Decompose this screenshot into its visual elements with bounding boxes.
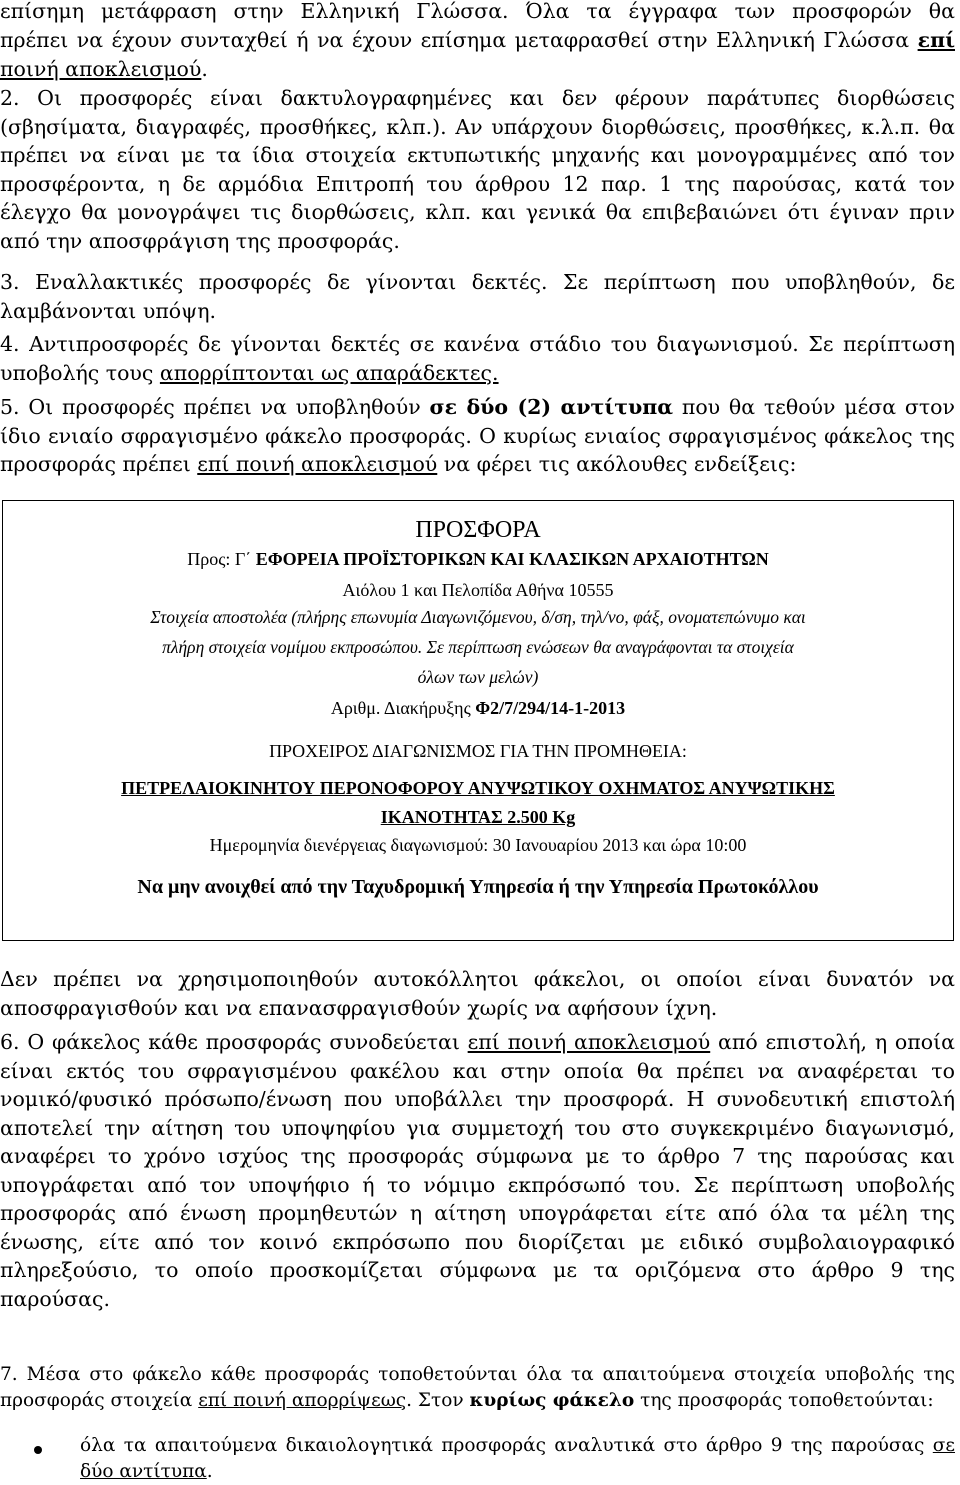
emphasis-underline: επί — [917, 28, 955, 52]
text-span: . — [206, 1461, 213, 1482]
no-sticker-envelopes-paragraph: Δεν πρέπει να χρησιμοποιηθούν αυτοκόλλητοι φάκελοι, οι οποίοι είναι δυνατόν να αποσφραγισθούν και να επανασφραγισθούν χωρίς να αφήσουν ίχνη. — [0, 967, 955, 1020]
item-2-paragraph: 2. Οι προσφορές είναι δακτυλογραφημένες και δεν φέρουν παράτυπες διορθώσεις (σβησίματα, διαγραφές, προσθήκες, κλπ.). Αν υπάρχουν διορθώσεις, προσθήκες, κ.λ.π. θα πρέπει να είναι με τα ίδια στοιχεία εκτυπωτικής μηχανής και μονογραμμένες από τον προσφέροντα, η δε αρμόδια Επιτροπή του άρθρου 12 παρ. 1 της παρούσας, κατά τον έλεγχο θα μονογράψει τις διορθώσεις, κλπ. και γενικά θα επιβεβαιώνει ότι έγιναν πριν από την αποσφράγιση της προσφοράς. — [0, 86, 955, 253]
paragraph-language-line3 — [0, 55, 955, 84]
emphasis-bold: ΕΦΟΡΕΙΑ ΠΡΟΪΣΤΟΡΙΚΩΝ ΚΑΙ ΚΛΑΣΙΚΩΝ ΑΡΧΑΙΟΤΗΤΩΝ — [255, 549, 769, 569]
emphasis-underline: ποινή αποκλεισμού — [0, 57, 202, 81]
emphasis-underline: απορρίπτονται ως απαράδεκτες. — [159, 360, 499, 385]
text-span: από επιστολή, η οποία είναι εκτός του σφραγισμένου φακέλου και στην οποία θα πρέπει να αναφέρεται το νομικό/φυσικό πρόσωπο/ένωση που υποβάλλει την προσφορά. Η συνοδευτική επιστολή αποτελεί την αίτηση του υποψηφίου για συμμετοχή του στο συγκεκριμένο διαγωνισμό, αναφέρει το χρόνο ισχύος της προσφοράς σύμφωνα με το άρθρο 7 της παρούσας και υπογράφεται από τον υποψήφιο ή το νόμιμο εκπρόσωπό του. Σε περίπτωση υποβολής προσφοράς από ένωση προμηθευτών η αίτηση υπογράφεται είτε από όλα τα μέλη της ένωσης, είτε από τον κοινό εκπρόσωπο που διορίζεται με ειδικό συμβολαιογραφικό πληρεξούσιο, το οποίο προσκομίζεται σύμφωνα με τα οριζόμενα στο άρθρο 9 της παρούσας. — [0, 1030, 955, 1311]
item-3-paragraph: 3. Εναλλακτικές προσφορές δε γίνονται δεκτές. Σε περίπτωση που υποβληθούν, δε λαμβάνονται υπόψη. — [0, 270, 955, 323]
emphasis-underline: επί ποινή αποκλεισμού — [197, 452, 438, 476]
emphasis-bold: κυρίως φάκελο — [469, 1390, 635, 1411]
text-span: 5. Οι προσφορές πρέπει να υποβληθούν — [0, 395, 430, 419]
item-6-paragraph — [0, 1028, 955, 1313]
bullet-icon — [34, 1446, 42, 1454]
text-span: . Στον — [406, 1390, 470, 1411]
emphasis-bold: σε δύο (2) αντίτυπα — [429, 395, 674, 419]
text-span: Αριθμ. Διακήρυξης — [330, 698, 476, 718]
text-span: της προσφοράς τοποθετούνται: — [634, 1390, 934, 1411]
text-span: . — [201, 57, 208, 81]
emphasis-underline: σε δύο αντίτυπα — [80, 1435, 955, 1482]
text-span: επίσημη μετάφραση στην Ελληνική Γλώσσα. Όλα τα έγγραφα των προσφορών θα — [0, 0, 955, 23]
sender-details-line3: όλων των μελών) — [417, 667, 539, 687]
text-span: Προς: Γ΄ — [187, 549, 256, 569]
bullet-item — [80, 1433, 955, 1485]
text-span: 6. Ο φάκελος κάθε προσφοράς συνοδεύεται — [0, 1030, 468, 1054]
paragraph-language-line2 — [0, 26, 955, 55]
text-span: πρέπει να έχουν συνταχθεί ή να έχουν επίσημα μεταφρασθεί στην Ελληνική Γλώσσα — [0, 28, 918, 52]
do-not-open-warning: Να μην ανοιχθεί από την Ταχυδρομική Υπηρεσία ή την Υπηρεσία Πρωτοκόλλου — [137, 876, 819, 898]
tender-date: Ημερομηνία διενέργειας διαγωνισμού: 30 Ιανουαρίου 2013 και ώρα 10:00 — [209, 835, 747, 855]
vehicle-title-line1: ΠΕΤΡΕΛΑΙΟΚΙΝΗΤΟΥ ΠΕΡΟΝΟΦΟΡΟΥ ΑΝΥΨΩΤΙΚΟΥ ΟΧΗΜΑΤΟΣ ΑΝΥΨΩΤΙΚΗΣ — [121, 778, 835, 798]
sender-details-line2: πλήρη στοιχεία νομίμου εκπροσώπου. Σε περίπτωση ενώσεων θα αναγράφονται τα στοιχεία — [162, 637, 794, 657]
envelope-recipient — [3, 547, 953, 571]
envelope-label-box — [2, 500, 954, 941]
vehicle-title-line2: ΙΚΑΝΟΤΗΤΑΣ 2.500 Kg — [380, 807, 576, 827]
tender-title: ΠΡΟΧΕΙΡΟΣ ΔΙΑΓΩΝΙΣΜΟΣ ΓΙΑ ΤΗΝ ΠΡΟΜΗΘΕΙΑ: — [269, 741, 687, 761]
emphasis-underline: επί ποινή απορρίψεως — [198, 1390, 407, 1411]
sender-details-line1: Στοιχεία αποστολέα (πλήρης επωνυμία Διαγωνιζόμενου, δ/ση, τηλ/νο, φάξ, ονοματεπώνυμο και — [150, 607, 806, 627]
text-span: 7. Μέσα στο φάκελο κάθε προσφοράς τοποθετούνται όλα τα απαιτούμενα στοιχεία υποβολής της προσφοράς στοιχεία — [0, 1364, 955, 1411]
text-span: 4. Αντιπροσφορές δε γίνονται δεκτές σε κανένα στάδιο του διαγωνισμού. Σε περίπτωση υποβολής τους — [0, 332, 955, 385]
item-5-paragraph — [0, 393, 955, 479]
item-7-paragraph — [0, 1362, 955, 1414]
envelope-heading: ΠΡΟΣΦΟΡΑ — [415, 517, 541, 543]
emphasis-bold: Φ2/7/294/14-1-2013 — [475, 698, 626, 718]
text-span: όλα τα απαιτούμενα δικαιολογητικά προσφοράς αναλυτικά στο άρθρο 9 της παρούσας — [80, 1435, 933, 1456]
text-span: να φέρει τις ακόλουθες ενδείξεις: — [437, 452, 797, 476]
emphasis-underline: επί ποινή αποκλεισμού — [467, 1030, 711, 1054]
text-span: που θα τεθούν μέσα στον ίδιο ενιαίο σφραγισμένο φάκελο προσφοράς. Ο κυρίως ενιαίος σφραγισμένος φάκελος της προσφοράς πρέπει — [0, 395, 955, 476]
paragraph-language-line1 — [0, 0, 955, 26]
envelope-address: Αιόλου 1 και Πελοπίδα Αθήνα 10555 — [342, 580, 614, 600]
item-4-paragraph — [0, 330, 955, 387]
declaration-number — [3, 696, 953, 720]
